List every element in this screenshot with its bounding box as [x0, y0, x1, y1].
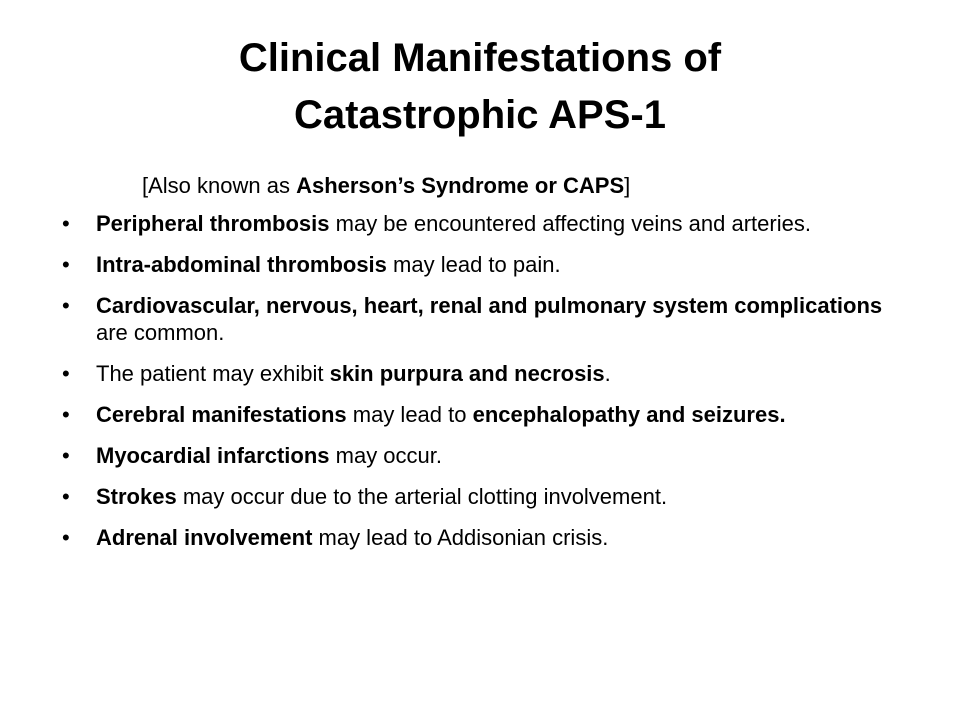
title-line-2: Catastrophic APS-1 — [294, 93, 666, 137]
bullet-bold-text: Cardiovascular, nervous, heart, renal and pulmonary system complications — [96, 293, 883, 318]
bullet-item — [62, 524, 902, 551]
bullet-bold-text: Intra-abdominal thrombosis — [96, 252, 387, 277]
subtitle — [142, 172, 630, 200]
bullet-text: may occur. — [329, 443, 442, 468]
bullet-list — [62, 210, 902, 565]
bullet-text: may lead to — [346, 402, 473, 427]
bullet-bold-text: skin purpura and necrosis — [329, 361, 605, 386]
bullet-item — [62, 442, 902, 469]
bullet-text: may be encountered affecting veins and arteries. — [329, 211, 811, 236]
bullet-item — [62, 360, 902, 387]
bullet-bold-text: Strokes — [96, 484, 177, 509]
bullet-text: . — [604, 361, 611, 386]
bullet-icon: • — [62, 484, 70, 509]
bullet-text: are common. — [96, 320, 225, 345]
subtitle-open: [Also known as — [142, 173, 297, 198]
bullet-item — [62, 483, 902, 510]
bullet-icon: • — [62, 443, 70, 468]
bullet-text: may occur due to the arterial clotting involvement. — [176, 484, 668, 509]
bullet-item — [62, 251, 902, 278]
bullet-bold-text: Cerebral manifestations — [96, 402, 347, 427]
subtitle-bold: Asherson’s Syndrome or CAPS — [296, 173, 625, 198]
bullet-text: may lead to pain. — [386, 252, 561, 277]
bullet-bold-text: Myocardial infarctions — [96, 443, 330, 468]
bullet-bold-text: encephalopathy and seizures. — [472, 402, 786, 427]
bullet-icon: • — [62, 402, 70, 427]
subtitle-close: ] — [624, 173, 631, 198]
bullet-bold-text: Peripheral thrombosis — [96, 211, 330, 236]
bullet-icon: • — [62, 211, 70, 236]
bullet-item — [62, 210, 902, 237]
bullet-icon: • — [62, 293, 70, 318]
bullet-item — [62, 292, 902, 346]
bullet-bold-text: Adrenal involvement — [96, 525, 313, 550]
bullet-item — [62, 401, 902, 428]
title-line-1: Clinical Manifestations of — [238, 36, 722, 80]
bullet-icon: • — [62, 525, 70, 550]
bullet-text: The patient may exhibit — [96, 361, 330, 386]
bullet-icon: • — [62, 361, 70, 386]
bullet-text: may lead to Addisonian crisis. — [312, 525, 609, 550]
bullet-icon: • — [62, 252, 70, 277]
slide-title — [60, 30, 900, 144]
